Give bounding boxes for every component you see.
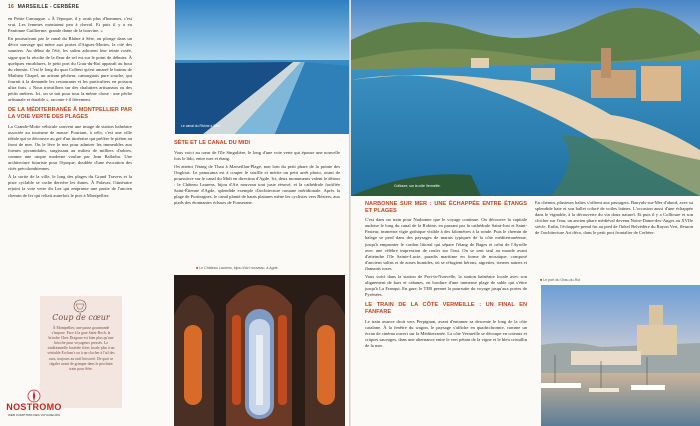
col2-heading: SÈTE ET LE CANAL DU MIDI <box>174 140 251 146</box>
grau-du-roi-caption: ■ Le port du Grau-du-Roi <box>540 278 581 282</box>
col4-paragraph-1: En chemin, plusieurs haltes s'offrent aux passagers. Banyuls-sur-Mer d'abord, avec sa splendide baie et son ballet coloré de voiles latines. L'occasion aussi d'une échappée dans le vignoble, à la découverte du vin doux naturel. Et puis il y a Collioure et son clocher sur l'eau, un ancien phare médiéval devenu Notre-Dame-des-Anges au XVIIe siècle. Enfin, l'échappée prend fin au pied de l'hôtel Belvédère du Rayon Vert, fleuron de l'architecture Art déco, dans le petit port frontalier de Cerbère. <box>535 200 693 236</box>
col2-paragraph-1: Vous voici au cœur de l'île Singulière, le long d'une voie verte qui épouse une nouvelle fois le lido, entre mer et étang. <box>174 149 340 161</box>
col1-heading: DE LA MÉDITERRANÉE À MONTPELLIER PAR LA VOIE VERTE DES PLAGES <box>8 107 132 120</box>
photo-chateau-laurens <box>174 275 345 426</box>
coup-de-coeur-text: À Montpellier, une pause gourmande s'impose. Face à la gare Saint-Roch, la brioche Chez Dragone est bien plus qu'une brioche pour voyageurs pressés. La traditionnelle fouettée frites locale plus à un véritable Ecclum's ou à un clocher à l'ail des ours, toujours au tarif bioscoté. De quoi se régaler avant de grimper dans le prochain train pour Sète. <box>47 326 115 371</box>
compass-icon <box>23 388 45 403</box>
running-head <box>8 4 79 10</box>
col3-paragraph-1: C'est dans un train pour Narbonne que le voyage continue. On découvre la capitale audoise le long du canal de la Robine, en passant par la cathédrale Saint-Just et Saint-Pasteur, immense vigie gothique visible à des kilomètres à la ronde. Puis le chemin de halage se perd dans des paysages de marais typiques de la côte méditerranéenne, jusqu'à emprunter le cordon littoral qui sépare l'étang de Bages et celui de l'Ayrolle avec une célèbre impression de rouler sur l'eau. On se sent seul au monde avant d'atteindre l'île Sainte-Lucie, paradis maritime en forme de mosaïque, composé d'anciens salins et de zones humides, où se réfugient hérons, aigrettes, sternes naines et flamants roses. <box>365 217 527 271</box>
page-number: 16 <box>8 4 14 10</box>
col3-heading-2: LE TRAIN DE LA CÔTE VERMEILLE : UN FINAL EN FANFARE <box>365 302 527 315</box>
logo-tagline: WEB COMPTOIR DES VOYAGEURS <box>8 413 60 417</box>
col3-paragraph-3: Le train avance droit vers Perpignan, avant d'entamer sa descente le long de la côte catalane. À la fenêtre du wagon, le paysage s'affiche en quadrichromie, comme un écran de cinéma ouvert sur la Méditerranée. La côte Vermeille se découpe en coteaux et criques sauvages, dans une alternance entre le vert pétant de la vigne et le bleu cristallin de la mer. <box>365 318 527 348</box>
photo-collioure <box>351 0 700 196</box>
logo-name: NOSTROMO <box>6 402 62 412</box>
photo-grau-du-roi <box>541 285 700 426</box>
running-head-title: MARSEILLE - CERBÈRE <box>17 4 80 10</box>
column-2 <box>174 140 340 208</box>
canal-photo-caption: Le canal du Rhône à Sète. <box>181 124 222 128</box>
seal-icon <box>68 299 92 313</box>
col3-heading: NARBONNE SUR MER : UNE ÉCHAPPÉE ENTRE ÉTANGS ET PLAGES <box>365 201 527 214</box>
column-4 <box>535 200 693 239</box>
col1-intro: en Petite Camargue. « À l'époque, il y avait plus d'hommes, c'est vrai. Les femmes montaient peu à cheval. Et puis il y a eu Fanfonne Guillierme, grande dame de la bouvine. » <box>8 16 132 34</box>
col3-paragraph-2: Vous voici dans la station de Port-la-Nouvelle, la station balnéaire locale avec son alignement de bars et cabanes, en bordure d'une immense plage de sable qui s'étire jusqu'à La Franqui. En gare, le TER permet la poursuite du voyage jusqu'aux portes de Pyrénées. <box>365 274 527 298</box>
photo-canal <box>175 0 349 134</box>
col2-paragraph-2: On atteint l'étang de Thau à Marseillan-Plage, non loin du petit phare de la pointe des Onglous. Le panorama est à couper le souffle et mérite un petit arrêt photo, avant de poursuivre sur le canal du Midi en direction d'Agde. Ici, deux monuments valent le détour : le Château Laurens, bijou d'Art nouveau tout juste rénové, et la cathédrale fortifiée Saint-Étienne d'Agde, splendide exemple d'architecture romane méridionale. Après la plage de Portiragnes, le canal planté de hauts platanes mène les cyclistes vers Béziers, aux pieds des étonnantes écluses de Fonserane. <box>174 163 340 206</box>
coup-de-coeur-title: Coup de cœur <box>52 313 110 322</box>
collioure-caption: Collioure, sur la côte Vermeille. <box>394 184 441 188</box>
column-3 <box>365 200 527 351</box>
col1-paragraph-2: En poursuivant par le canal du Rhône à Sète, on plonge dans un décor sauvage qui mène aux portes d'Aigues-Mortes, la cité des sauniers. Au début de l'été, les salins arborent leur teinte rosée, signe que la récolte de la fleur de sel est sur le point de débuter. À quelques encablures, le petit port du Grau-du-Roi apparaît au bout du chemin. C'est le long du quai Colbert qu'est amarré le bateau de Mathieu Chapel, un artisan pêcheur, camarguais pure souche, qui fournit à la demande les restaurants et les particuliers en poisson ultra frais. « Nous travaillons sur des chalutiers artisanaux ou des petits métiers. Ici, on se tait pour tous la même chose : une pêche artisanale et durable », raconte-t-il fièrement. <box>8 36 132 103</box>
nostromo-logo <box>3 388 65 422</box>
chateau-caption: ■ Le Château Laurens, bijou d'Art nouveau, à Agde. <box>196 266 279 270</box>
col1-paragraph-4: À la sortie de la ville, le long des plages du Grand Travers et la piste cyclable se cache derrière les dunes. À Palavas, l'itinéraire rejoint la voie verte du Lez qui emprunte une partie de l'ancien chemin de fer qui reliait autrefois le port à Montpellier. <box>8 174 132 198</box>
col1-paragraph-3: La Grande-Motte véhicule souvent une image de station balnéaire associée au tourisme de masse. Pourtant, à vélo, c'est une ville idéale qui se découvre au gré d'un itinéraire qui préfère le piéton au front de mer. On le lève le nez pour admirer les immeubles aux formes pyramidales, surgissant au milieu de milliers d'arbres, comme une utopie moderne voulue par Jean Balladur. Une architecture futuriste pour l'époque, doublée d'une évocation des cités précolombiennes. <box>8 123 132 172</box>
column-1 <box>8 16 132 201</box>
grau-du-roi-caption-text: Le port du Grau-du-Roi <box>543 278 581 282</box>
chateau-caption-text: Le Château Laurens, bijou d'Art nouveau, à Agde. <box>199 266 279 270</box>
